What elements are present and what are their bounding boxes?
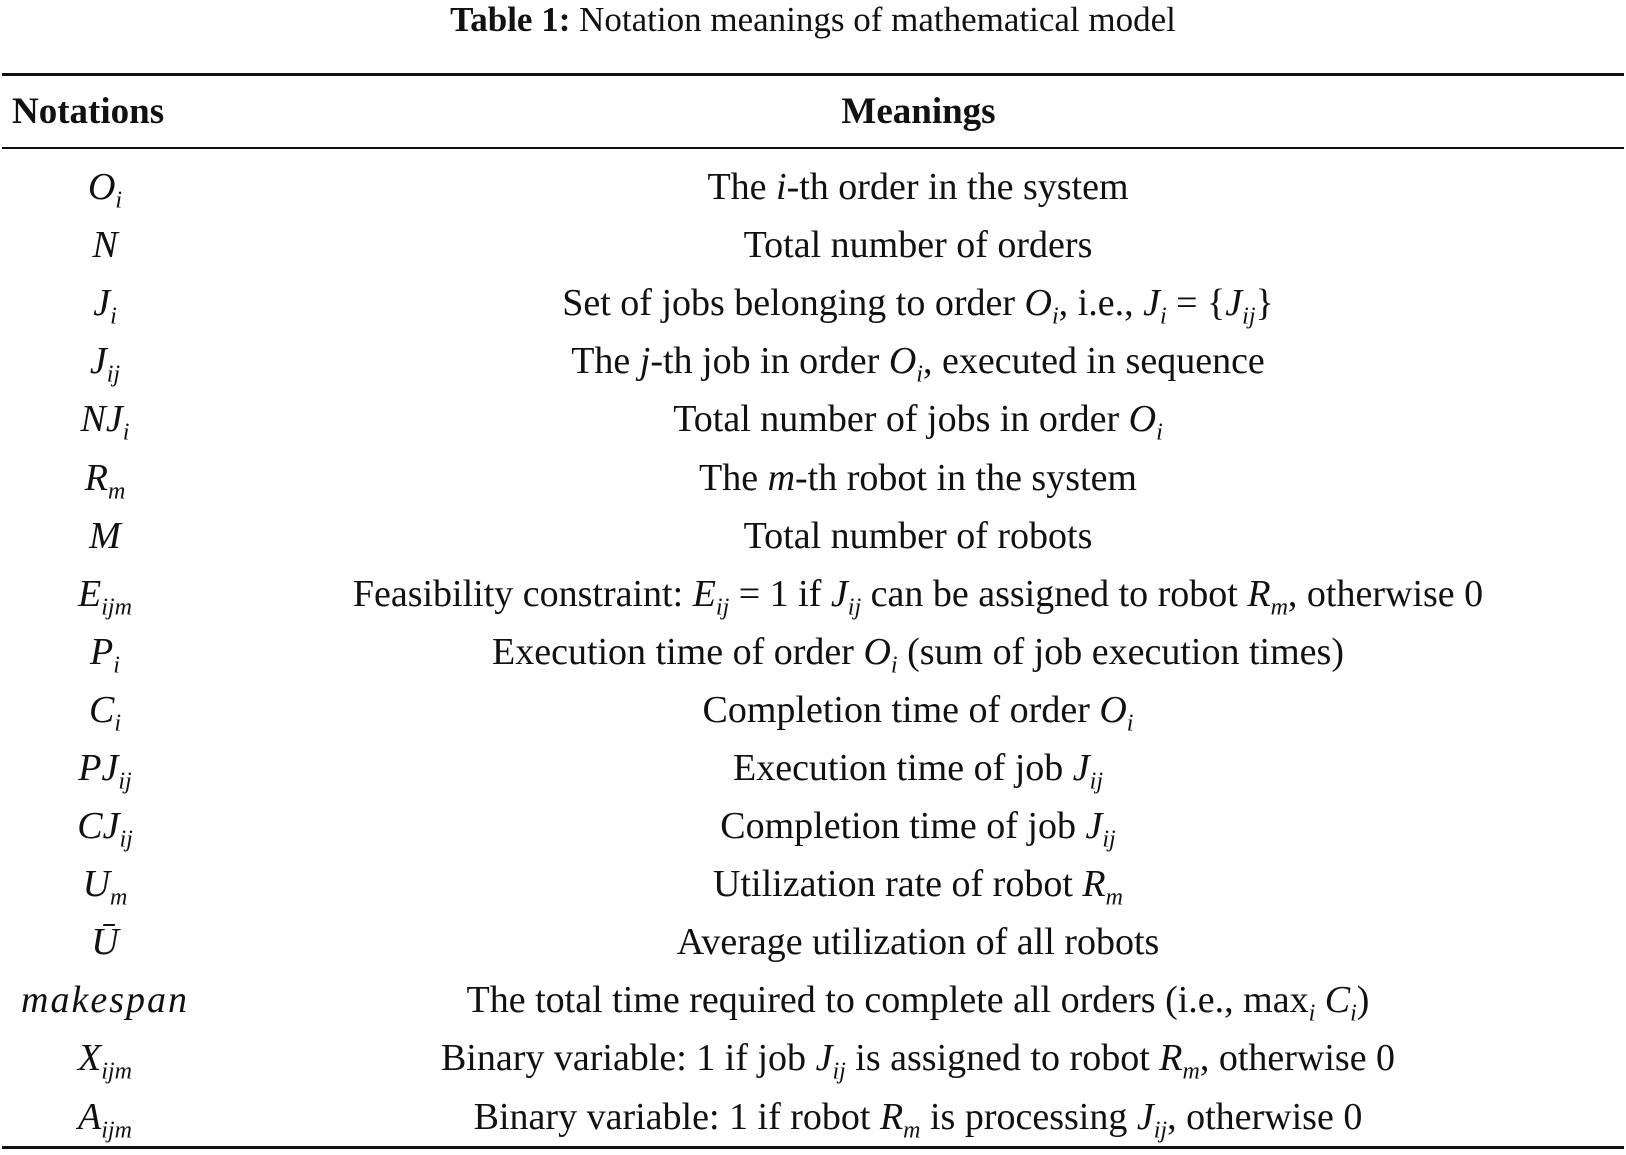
meaning-cell: [210, 514, 1626, 558]
meaning-text: can be assigned to robot: [861, 572, 1248, 615]
notation-symbol: P: [90, 630, 114, 673]
meaning-cell: [210, 1095, 1626, 1143]
table-row: [0, 971, 1626, 1029]
notation-symbol: PJ: [78, 746, 119, 789]
notation-cell: [0, 978, 210, 1022]
meaning-text: , otherwise 0: [1167, 1095, 1363, 1138]
meaning-cell: [210, 397, 1626, 446]
meaning-text: The: [707, 166, 777, 209]
meaning-text: , otherwise 0: [1287, 572, 1484, 615]
notation-subscript: ij: [118, 768, 132, 795]
notation-symbol: J: [89, 340, 107, 383]
meaning-symbol: O: [1128, 398, 1157, 441]
meaning-symbol: J: [1072, 746, 1090, 789]
meaning-text: Completion time of order: [702, 688, 1100, 731]
meaning-text: Total number of jobs in order: [673, 398, 1129, 441]
table-bottom-rule: [2, 1146, 1624, 1149]
meaning-cell: [210, 862, 1626, 911]
notation-subscript: m: [110, 884, 128, 911]
notation-cell: [0, 339, 210, 388]
meaning-text: The: [571, 340, 640, 383]
meaning-text: The: [699, 456, 768, 499]
notation-symbol: E: [78, 572, 102, 615]
meaning-symbol: J: [1143, 282, 1160, 325]
meaning-subscript: i: [1350, 1000, 1357, 1027]
meaning-symbol: J: [830, 572, 848, 615]
meaning-subscript: ij: [1242, 303, 1256, 330]
meaning-cell: [210, 746, 1626, 795]
meaning-symbol: R: [1247, 572, 1271, 615]
meaning-symbol: J: [1225, 282, 1243, 325]
table-row: [0, 507, 1626, 565]
notation-symbol: Ū: [91, 921, 119, 964]
meaning-text: The total time required to complete all orders (i.e., max: [466, 979, 1309, 1022]
table-body: [0, 158, 1626, 1146]
notation-subscript: ijm: [101, 594, 132, 621]
meaning-cell: [210, 630, 1626, 679]
meaning-symbol: R: [1159, 1037, 1183, 1080]
meaning-text: -th robot in the system: [795, 456, 1137, 499]
notation-subscript: i: [122, 419, 130, 446]
meaning-cell: [210, 920, 1626, 964]
meaning-subscript: i: [1156, 419, 1163, 446]
table-header-rule: [2, 147, 1624, 149]
notation-subscript: m: [107, 477, 126, 504]
meaning-cell: [210, 339, 1626, 388]
notation-cell: [0, 223, 210, 267]
table-row: [0, 623, 1626, 681]
notation-cell: [0, 572, 210, 621]
meaning-text: Execution time of order: [492, 630, 864, 673]
notation-subscript: i: [110, 303, 117, 330]
table-row: [0, 390, 1626, 448]
meaning-symbol: O: [863, 630, 891, 673]
meaning-text: = 1 if: [729, 572, 831, 615]
meaning-symbol: i: [776, 166, 787, 209]
table-row: [0, 855, 1626, 913]
meaning-symbol: E: [692, 572, 716, 615]
meaning-subscript: ij: [715, 594, 730, 621]
meaning-subscript: i: [1308, 1000, 1316, 1027]
notation-cell: [0, 804, 210, 853]
table-row: [0, 681, 1626, 739]
notation-cell: [0, 1095, 210, 1143]
notation-cell: [0, 456, 210, 504]
notation-symbol: M: [89, 514, 121, 557]
meaning-subscript: m: [1270, 594, 1288, 621]
notation-subscript: i: [114, 710, 122, 737]
meaning-text: Average utilization of all robots: [676, 921, 1160, 964]
table-row: [0, 448, 1626, 506]
notation-symbol: X: [78, 1037, 102, 1080]
notation-symbol: C: [88, 688, 115, 731]
meaning-symbol: J: [1085, 805, 1103, 848]
notation-symbol: J: [93, 282, 111, 325]
meaning-text: Completion time of job: [720, 805, 1086, 848]
meaning-subscript: ij: [1089, 768, 1104, 795]
meaning-text: is assigned to robot: [845, 1037, 1160, 1080]
table-row: [0, 1088, 1626, 1146]
meaning-subscript: i: [1051, 303, 1059, 330]
table-caption-text: Notation meanings of mathematical model: [579, 0, 1176, 39]
notation-symbol: NJ: [80, 398, 123, 441]
table-row: [0, 797, 1626, 855]
notation-cell: [0, 920, 210, 964]
table-row: [0, 565, 1626, 623]
meaning-text: Total number of robots: [743, 514, 1093, 557]
meaning-symbol: J: [1136, 1095, 1154, 1138]
meaning-subscript: m: [1182, 1058, 1200, 1085]
meaning-cell: [210, 281, 1626, 330]
notation-cell: [0, 688, 210, 737]
meaning-cell: [210, 1036, 1626, 1085]
notation-symbol: A: [78, 1095, 102, 1138]
meaning-text: , otherwise 0: [1199, 1037, 1396, 1080]
meaning-subscript: i: [1126, 710, 1134, 737]
meaning-text: , executed in sequence: [922, 340, 1265, 383]
meaning-text: Execution time of job: [732, 746, 1073, 789]
header-notations: Notations: [12, 91, 165, 132]
header-meanings: Meanings: [841, 91, 996, 132]
notation-cell: [0, 862, 210, 911]
meaning-subscript: m: [1105, 884, 1123, 911]
meaning-symbol: R: [879, 1095, 904, 1138]
table-caption-label: Table 1:: [450, 0, 571, 39]
meaning-symbol: R: [1082, 863, 1106, 906]
meaning-cell: [210, 165, 1626, 209]
meaning-subscript: ij: [1153, 1116, 1168, 1143]
meaning-subscript: i: [916, 361, 923, 388]
meaning-symbol: O: [1099, 688, 1127, 731]
notation-symbol: N: [92, 224, 118, 267]
meaning-text: [1315, 979, 1325, 1021]
table-caption: [0, 0, 1626, 44]
meaning-symbol: O: [1024, 282, 1052, 325]
meaning-symbol: O: [888, 340, 917, 383]
meaning-symbol: C: [1324, 979, 1351, 1022]
table-row: [0, 913, 1626, 971]
meaning-text: ): [1356, 979, 1370, 1022]
meaning-text: -th job in order: [650, 340, 889, 383]
table-row: [0, 274, 1626, 332]
notation-symbol: makespan: [21, 979, 189, 1022]
notation-cell: [0, 281, 210, 330]
meaning-cell: [210, 804, 1626, 853]
notation-subscript: ij: [106, 361, 121, 388]
meaning-text: Set of jobs belonging to order: [562, 282, 1025, 325]
meaning-text: -th order in the system: [786, 166, 1129, 209]
meaning-subscript: i: [1159, 303, 1167, 330]
notation-cell: [0, 630, 210, 679]
meaning-text: }: [1255, 282, 1274, 325]
table-row: [0, 216, 1626, 274]
meaning-subscript: i: [890, 652, 898, 679]
meaning-text: Utilization rate of robot: [713, 863, 1083, 906]
table-top-rule: [2, 73, 1624, 76]
notation-subscript: ij: [119, 826, 133, 853]
table-row: [0, 739, 1626, 797]
notation-subscript: ijm: [101, 1058, 132, 1085]
meaning-cell: [210, 688, 1626, 737]
table-row: [0, 158, 1626, 216]
meaning-subscript: ij: [847, 594, 862, 621]
notation-subscript: i: [115, 187, 123, 214]
meaning-symbol: J: [815, 1037, 833, 1080]
notation-subscript: ijm: [101, 1116, 132, 1143]
meaning-subscript: ij: [832, 1058, 846, 1085]
notation-symbol: CJ: [77, 805, 120, 848]
meaning-text: Binary variable: 1 if robot: [473, 1095, 880, 1138]
notation-symbol: U: [82, 863, 111, 906]
meaning-text: Feasibility constraint:: [352, 572, 693, 615]
table-row: [0, 1029, 1626, 1087]
meaning-cell: [210, 456, 1626, 500]
meaning-cell: [210, 978, 1626, 1027]
meaning-cell: [210, 223, 1626, 267]
notation-symbol: R: [84, 456, 108, 499]
meaning-text: , i.e.,: [1058, 282, 1144, 325]
meaning-text: Binary variable: 1 if job: [440, 1037, 816, 1080]
notation-subscript: i: [113, 652, 120, 679]
meaning-text: (sum of job execution times): [897, 630, 1344, 673]
meaning-cell: [210, 572, 1626, 621]
meaning-subscript: ij: [1102, 826, 1116, 853]
table-row: [0, 332, 1626, 390]
notation-symbol: O: [87, 166, 116, 209]
meaning-symbol: m: [767, 456, 796, 499]
meaning-symbol: j: [639, 340, 651, 383]
meaning-text: = {: [1166, 282, 1226, 325]
notation-cell: [0, 746, 210, 795]
meaning-subscript: m: [903, 1116, 921, 1143]
notation-cell: [0, 1036, 210, 1085]
notation-cell: [0, 514, 210, 558]
notation-cell: [0, 397, 210, 446]
meaning-text: Total number of orders: [743, 224, 1093, 267]
notation-cell: [0, 165, 210, 214]
meaning-text: is processing: [920, 1095, 1137, 1138]
